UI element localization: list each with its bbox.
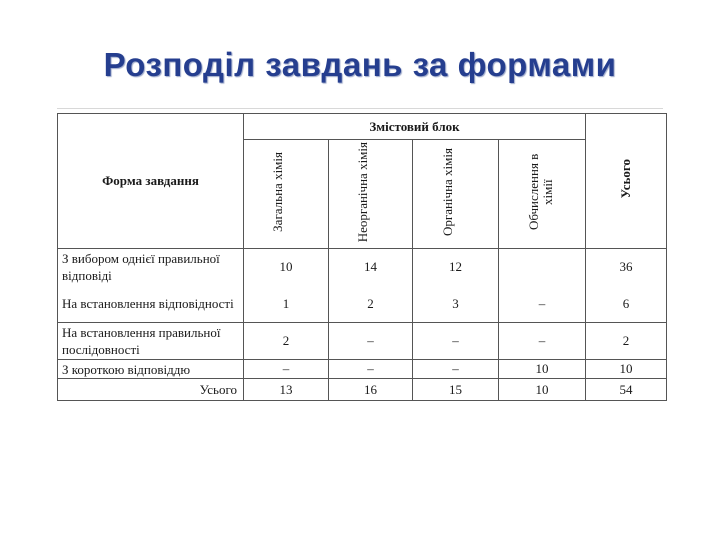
- table-cell: –: [329, 323, 413, 360]
- table-cell: [499, 249, 586, 286]
- column-header-label: Органічна хімія: [439, 147, 455, 236]
- table-cell-total: 2: [586, 323, 667, 360]
- totals-label: Усього: [58, 379, 244, 401]
- table-row: [58, 360, 667, 379]
- row-label: З вибором однієї правильної відповіді: [58, 249, 244, 286]
- table-cell: –: [413, 323, 499, 360]
- totals-cell: 13: [244, 379, 329, 401]
- totals-cell: 16: [329, 379, 413, 401]
- form-header: Форма завдання: [58, 114, 244, 249]
- table-cell-total: 6: [586, 286, 667, 323]
- row-label: На встановлення правильної послідовності: [58, 323, 244, 360]
- column-header-general-chemistry: [244, 140, 329, 249]
- total-header-text: Усього: [618, 159, 634, 199]
- table-cell: –: [499, 323, 586, 360]
- task-distribution-table: [57, 113, 667, 401]
- table-cell: –: [413, 360, 499, 379]
- row-label: З короткою відповіддю: [58, 360, 244, 379]
- table-cell: 12: [413, 249, 499, 286]
- table-row: [58, 286, 667, 323]
- column-header-label: Неорганічна хімія: [354, 141, 370, 243]
- content-block-header: Змістовий блок: [244, 114, 586, 140]
- table-cell: 2: [329, 286, 413, 323]
- table-cell: 10: [244, 249, 329, 286]
- row-label: На встановлення відповідності: [58, 286, 244, 323]
- totals-cell: 54: [586, 379, 667, 401]
- table-cell-total: 36: [586, 249, 667, 286]
- table-cell: –: [499, 286, 586, 323]
- totals-cell: 10: [499, 379, 586, 401]
- slide-title: Розподіл завдань за формами: [103, 46, 617, 83]
- title-divider: [57, 108, 663, 109]
- table-cell: –: [244, 360, 329, 379]
- table-cell: 14: [329, 249, 413, 286]
- table-cell: 3: [413, 286, 499, 323]
- column-header-organic-chemistry: [413, 140, 499, 249]
- column-header-calculations: [499, 140, 586, 249]
- column-header-inorganic-chemistry: [329, 140, 413, 249]
- totals-cell: 15: [413, 379, 499, 401]
- table-cell: 10: [499, 360, 586, 379]
- table-cell: 1: [244, 286, 329, 323]
- table-cell-total: 10: [586, 360, 667, 379]
- totals-row: [58, 379, 667, 401]
- column-header-label: Загальна хімія: [270, 152, 285, 232]
- table-cell: –: [329, 360, 413, 379]
- table-cell: 2: [244, 323, 329, 360]
- table-row: [58, 323, 667, 360]
- total-header: [586, 114, 667, 249]
- column-header-label: Обчислення в хімії: [526, 153, 555, 231]
- table-row: [58, 249, 667, 286]
